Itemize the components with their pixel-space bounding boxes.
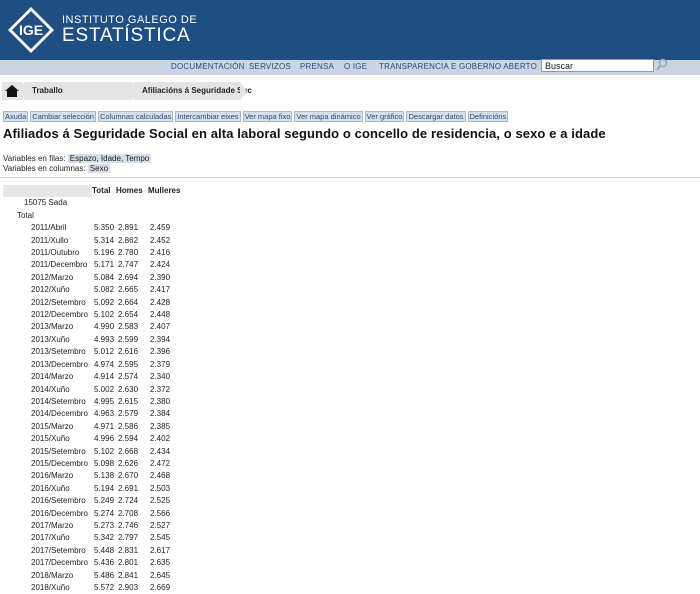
place-row — [3, 197, 182, 209]
static-map-button[interactable]: Ver mapa fixo — [244, 112, 291, 121]
swap-axes-button[interactable]: Intercambiar eixes — [177, 112, 239, 121]
cols-variables — [3, 164, 151, 174]
home-button[interactable] — [2, 82, 22, 100]
total-cell: 5.314 — [94, 235, 115, 245]
table-row — [3, 520, 182, 532]
period-cell: 2013/Marzo — [31, 322, 74, 332]
mulleres-cell: 2.617 — [150, 545, 171, 555]
homes-cell: 2.862 — [118, 235, 139, 245]
homes-cell: 2.586 — [118, 421, 139, 431]
mulleres-cell: 2.385 — [150, 421, 171, 431]
table-row — [3, 396, 182, 408]
total-cell: 5.138 — [94, 471, 115, 481]
home-icon — [2, 82, 22, 100]
homes-cell: 2.691 — [118, 483, 139, 493]
homes-cell: 2.746 — [118, 520, 139, 530]
mulleres-cell: 2.669 — [150, 583, 171, 592]
period-cell: 2014/Marzo — [31, 372, 74, 382]
mulleres-cell: 2.417 — [150, 285, 171, 295]
help-button[interactable]: Axuda — [5, 112, 27, 121]
table-row — [3, 371, 182, 383]
place-label: 15075 Sada — [24, 198, 68, 208]
table-toolbar — [3, 111, 510, 122]
period-cell: 2016/Xuño — [31, 483, 70, 493]
calculated-columns-button[interactable]: Columnas calculadas — [99, 112, 172, 121]
mulleres-cell: 2.545 — [150, 533, 171, 543]
mulleres-cell: 2.416 — [150, 248, 171, 258]
definitions-button[interactable]: Definicións — [469, 112, 507, 121]
table-row — [3, 408, 182, 420]
period-cell: 2013/Decembro — [31, 359, 88, 369]
period-cell: 2012/Decembro — [31, 310, 88, 320]
total-cell: 5.350 — [94, 223, 115, 233]
homes-cell: 2.595 — [118, 359, 139, 369]
download-data-button[interactable]: Descargar datos — [408, 112, 464, 121]
mulleres-cell: 2.384 — [150, 409, 171, 419]
homes-cell: 2.891 — [118, 223, 139, 233]
total-cell: 4.974 — [94, 359, 115, 369]
ige-logo-icon[interactable] — [6, 5, 56, 55]
period-cell: 2018/Marzo — [31, 570, 74, 580]
total-cell: 5.084 — [94, 272, 115, 282]
nav-servizos[interactable]: SERVIZOS — [249, 62, 291, 71]
period-cell: 2017/Marzo — [31, 520, 74, 530]
table-row — [3, 582, 182, 594]
chart-button[interactable]: Ver gráfico — [366, 112, 403, 121]
mulleres-cell: 2.340 — [150, 372, 171, 382]
total-cell: 5.102 — [94, 310, 115, 320]
total-cell: 5.194 — [94, 483, 115, 493]
breadcrumb-traballo[interactable]: Traballo — [24, 82, 132, 100]
homes-cell: 2.801 — [118, 558, 139, 568]
org-name-line2: ESTATÍSTICA — [62, 25, 191, 46]
table-row — [3, 384, 182, 396]
total-cell: 5.342 — [94, 533, 115, 543]
homes-cell: 2.841 — [118, 570, 139, 580]
homes-cell: 2.574 — [118, 372, 139, 382]
mulleres-cell: 2.396 — [150, 347, 171, 357]
table-row — [3, 458, 182, 470]
table-row — [3, 433, 182, 445]
period-cell: 2015/Decembro — [31, 458, 88, 468]
period-cell: 2014/Setembro — [31, 396, 86, 406]
total-cell: 4.990 — [94, 322, 115, 332]
period-cell: 2017/Setembro — [31, 545, 86, 555]
mulleres-cell: 2.503 — [150, 483, 171, 493]
homes-cell: 2.670 — [118, 471, 139, 481]
period-cell: 2011/Decembro — [31, 260, 88, 270]
total-cell: 5.002 — [94, 384, 115, 394]
table-row — [3, 222, 182, 234]
mulleres-cell: 2.566 — [150, 508, 171, 518]
homes-cell: 2.668 — [118, 446, 139, 456]
period-cell: 2012/Xuño — [31, 285, 70, 295]
mulleres-cell: 2.525 — [150, 496, 171, 506]
nav-o-ige[interactable]: O IGE — [344, 62, 368, 71]
table-row — [3, 557, 182, 569]
period-cell: 2016/Marzo — [31, 471, 74, 481]
search-input[interactable] — [541, 59, 654, 72]
table-row — [3, 483, 182, 495]
logo-mark-text: IGE — [18, 22, 44, 38]
group-label: Total — [17, 210, 34, 220]
homes-cell: 2.694 — [118, 272, 139, 282]
mulleres-cell: 2.407 — [150, 322, 171, 332]
total-cell: 5.249 — [94, 496, 115, 506]
total-cell: 5.436 — [94, 558, 115, 568]
total-cell: 4.971 — [94, 421, 115, 431]
table-row — [3, 321, 182, 333]
mulleres-cell: 2.379 — [150, 359, 171, 369]
mulleres-cell: 2.390 — [150, 272, 171, 282]
homes-cell: 2.724 — [118, 496, 139, 506]
table-row — [3, 470, 182, 482]
period-cell: 2012/Marzo — [31, 272, 74, 282]
header-corner — [3, 185, 92, 197]
homes-cell: 2.599 — [118, 334, 139, 344]
mulleres-cell: 2.527 — [150, 520, 171, 530]
breadcrumb-separator — [240, 82, 247, 100]
total-cell: 5.274 — [94, 508, 115, 518]
mulleres-cell: 2.452 — [150, 235, 171, 245]
header-mulleres: Mulleres — [148, 186, 181, 195]
period-cell: 2017/Xuño — [31, 533, 70, 543]
cols-value: Sexo — [89, 164, 109, 173]
total-cell: 5.196 — [94, 248, 115, 258]
mulleres-cell: 2.380 — [150, 396, 171, 406]
mulleres-cell: 2.402 — [150, 434, 171, 444]
table-row — [3, 259, 182, 271]
period-cell: 2012/Setembro — [31, 297, 86, 307]
table-row — [3, 570, 182, 582]
mulleres-cell: 2.448 — [150, 310, 171, 320]
group-row — [3, 210, 182, 222]
mulleres-cell: 2.428 — [150, 297, 171, 307]
rows-variables — [3, 154, 151, 164]
rows-value: Espazo, Idade, Tempo — [69, 154, 150, 163]
variables-summary — [3, 154, 151, 174]
nav-prensa[interactable]: PRENSA — [300, 62, 335, 71]
period-cell: 2014/Decembro — [31, 409, 88, 419]
total-cell: 4.995 — [94, 396, 115, 406]
mulleres-cell: 2.394 — [150, 334, 171, 344]
total-cell: 4.914 — [94, 372, 115, 382]
table-row — [3, 495, 182, 507]
period-cell: 2018/Xuño — [31, 583, 70, 592]
homes-cell: 2.797 — [118, 533, 139, 543]
mulleres-cell: 2.645 — [150, 570, 171, 580]
homes-cell: 2.903 — [118, 583, 139, 592]
table-row — [3, 297, 182, 309]
table-row — [3, 545, 182, 557]
homes-cell: 2.780 — [118, 248, 139, 258]
table-row — [3, 532, 182, 544]
table-row — [3, 508, 182, 520]
table-header-row — [3, 185, 182, 197]
header-total: Total — [92, 186, 111, 195]
table-row — [3, 334, 182, 346]
period-cell: 2014/Xuño — [31, 384, 70, 394]
total-cell: 4.993 — [94, 334, 115, 344]
homes-cell: 2.664 — [118, 297, 139, 307]
table-row — [3, 284, 182, 296]
mulleres-cell: 2.468 — [150, 471, 171, 481]
total-cell: 5.273 — [94, 520, 115, 530]
homes-cell: 2.831 — [118, 545, 139, 555]
cols-label: Variables en columnas: — [3, 164, 86, 173]
period-cell: 2017/Decembro — [31, 558, 88, 568]
page-title: Afiliados á Seguridade Social en alta laboral segundo o concello de residencia, o sexo e a idade — [3, 126, 606, 141]
table-row — [3, 421, 182, 433]
rows-label: Variables en filas: — [3, 154, 66, 163]
mulleres-cell: 2.424 — [150, 260, 171, 270]
table-row — [3, 346, 182, 358]
homes-cell: 2.579 — [118, 409, 139, 419]
search-icon[interactable] — [656, 58, 668, 72]
homes-cell: 2.747 — [118, 260, 139, 270]
mulleres-cell: 2.372 — [150, 384, 171, 394]
period-cell: 2011/Xullo — [31, 235, 69, 245]
period-cell: 2015/Marzo — [31, 421, 74, 431]
period-cell: 2011/Abril — [31, 223, 67, 233]
table-row — [3, 235, 182, 247]
total-cell: 5.572 — [94, 583, 115, 592]
period-cell: 2011/Outubro — [31, 248, 80, 258]
breadcrumb-current: Afiliacións á Seguridade Soc — [134, 82, 240, 100]
header-homes: Homes — [116, 186, 143, 195]
mulleres-cell: 2.635 — [150, 558, 171, 568]
nav-documentacion[interactable]: DOCUMENTACIÓN — [171, 62, 245, 71]
period-cell: 2016/Decembro — [31, 508, 88, 518]
homes-cell: 2.626 — [118, 458, 139, 468]
data-table — [3, 185, 182, 594]
org-name-line1: INSTITUTO GALEGO DE — [62, 14, 198, 26]
total-cell: 4.963 — [94, 409, 115, 419]
homes-cell: 2.615 — [118, 396, 139, 406]
change-selection-button[interactable]: Cambiar selección — [32, 112, 94, 121]
total-cell: 5.171 — [94, 260, 115, 270]
total-cell: 5.102 — [94, 446, 115, 456]
total-cell: 5.486 — [94, 570, 115, 580]
homes-cell: 2.665 — [118, 285, 139, 295]
mulleres-cell: 2.459 — [150, 223, 171, 233]
divider — [0, 177, 700, 178]
total-cell: 5.098 — [94, 458, 115, 468]
table-row — [3, 247, 182, 259]
homes-cell: 2.654 — [118, 310, 139, 320]
nav-transparencia[interactable]: TRANSPARENCIA E GOBERNO ABERTO — [379, 62, 538, 71]
table-row — [3, 446, 182, 458]
homes-cell: 2.616 — [118, 347, 139, 357]
total-cell: 5.012 — [94, 347, 115, 357]
dynamic-map-button[interactable]: Ver mapa dinámico — [296, 112, 361, 121]
homes-cell: 2.583 — [118, 322, 139, 332]
period-cell: 2013/Xuño — [31, 334, 70, 344]
period-cell: 2015/Setembro — [31, 446, 86, 456]
period-cell: 2013/Setembro — [31, 347, 86, 357]
total-cell: 5.092 — [94, 297, 115, 307]
total-cell: 5.082 — [94, 285, 115, 295]
period-cell: 2015/Xuño — [31, 434, 70, 444]
table-row — [3, 309, 182, 321]
mulleres-cell: 2.472 — [150, 458, 171, 468]
total-cell: 5.448 — [94, 545, 115, 555]
org-name[interactable] — [62, 14, 197, 46]
homes-cell: 2.630 — [118, 384, 139, 394]
homes-cell: 2.594 — [118, 434, 139, 444]
total-cell: 4.996 — [94, 434, 115, 444]
period-cell: 2016/Setembro — [31, 496, 86, 506]
mulleres-cell: 2.434 — [150, 446, 171, 456]
homes-cell: 2.708 — [118, 508, 139, 518]
table-row — [3, 359, 182, 371]
table-row — [3, 272, 182, 284]
